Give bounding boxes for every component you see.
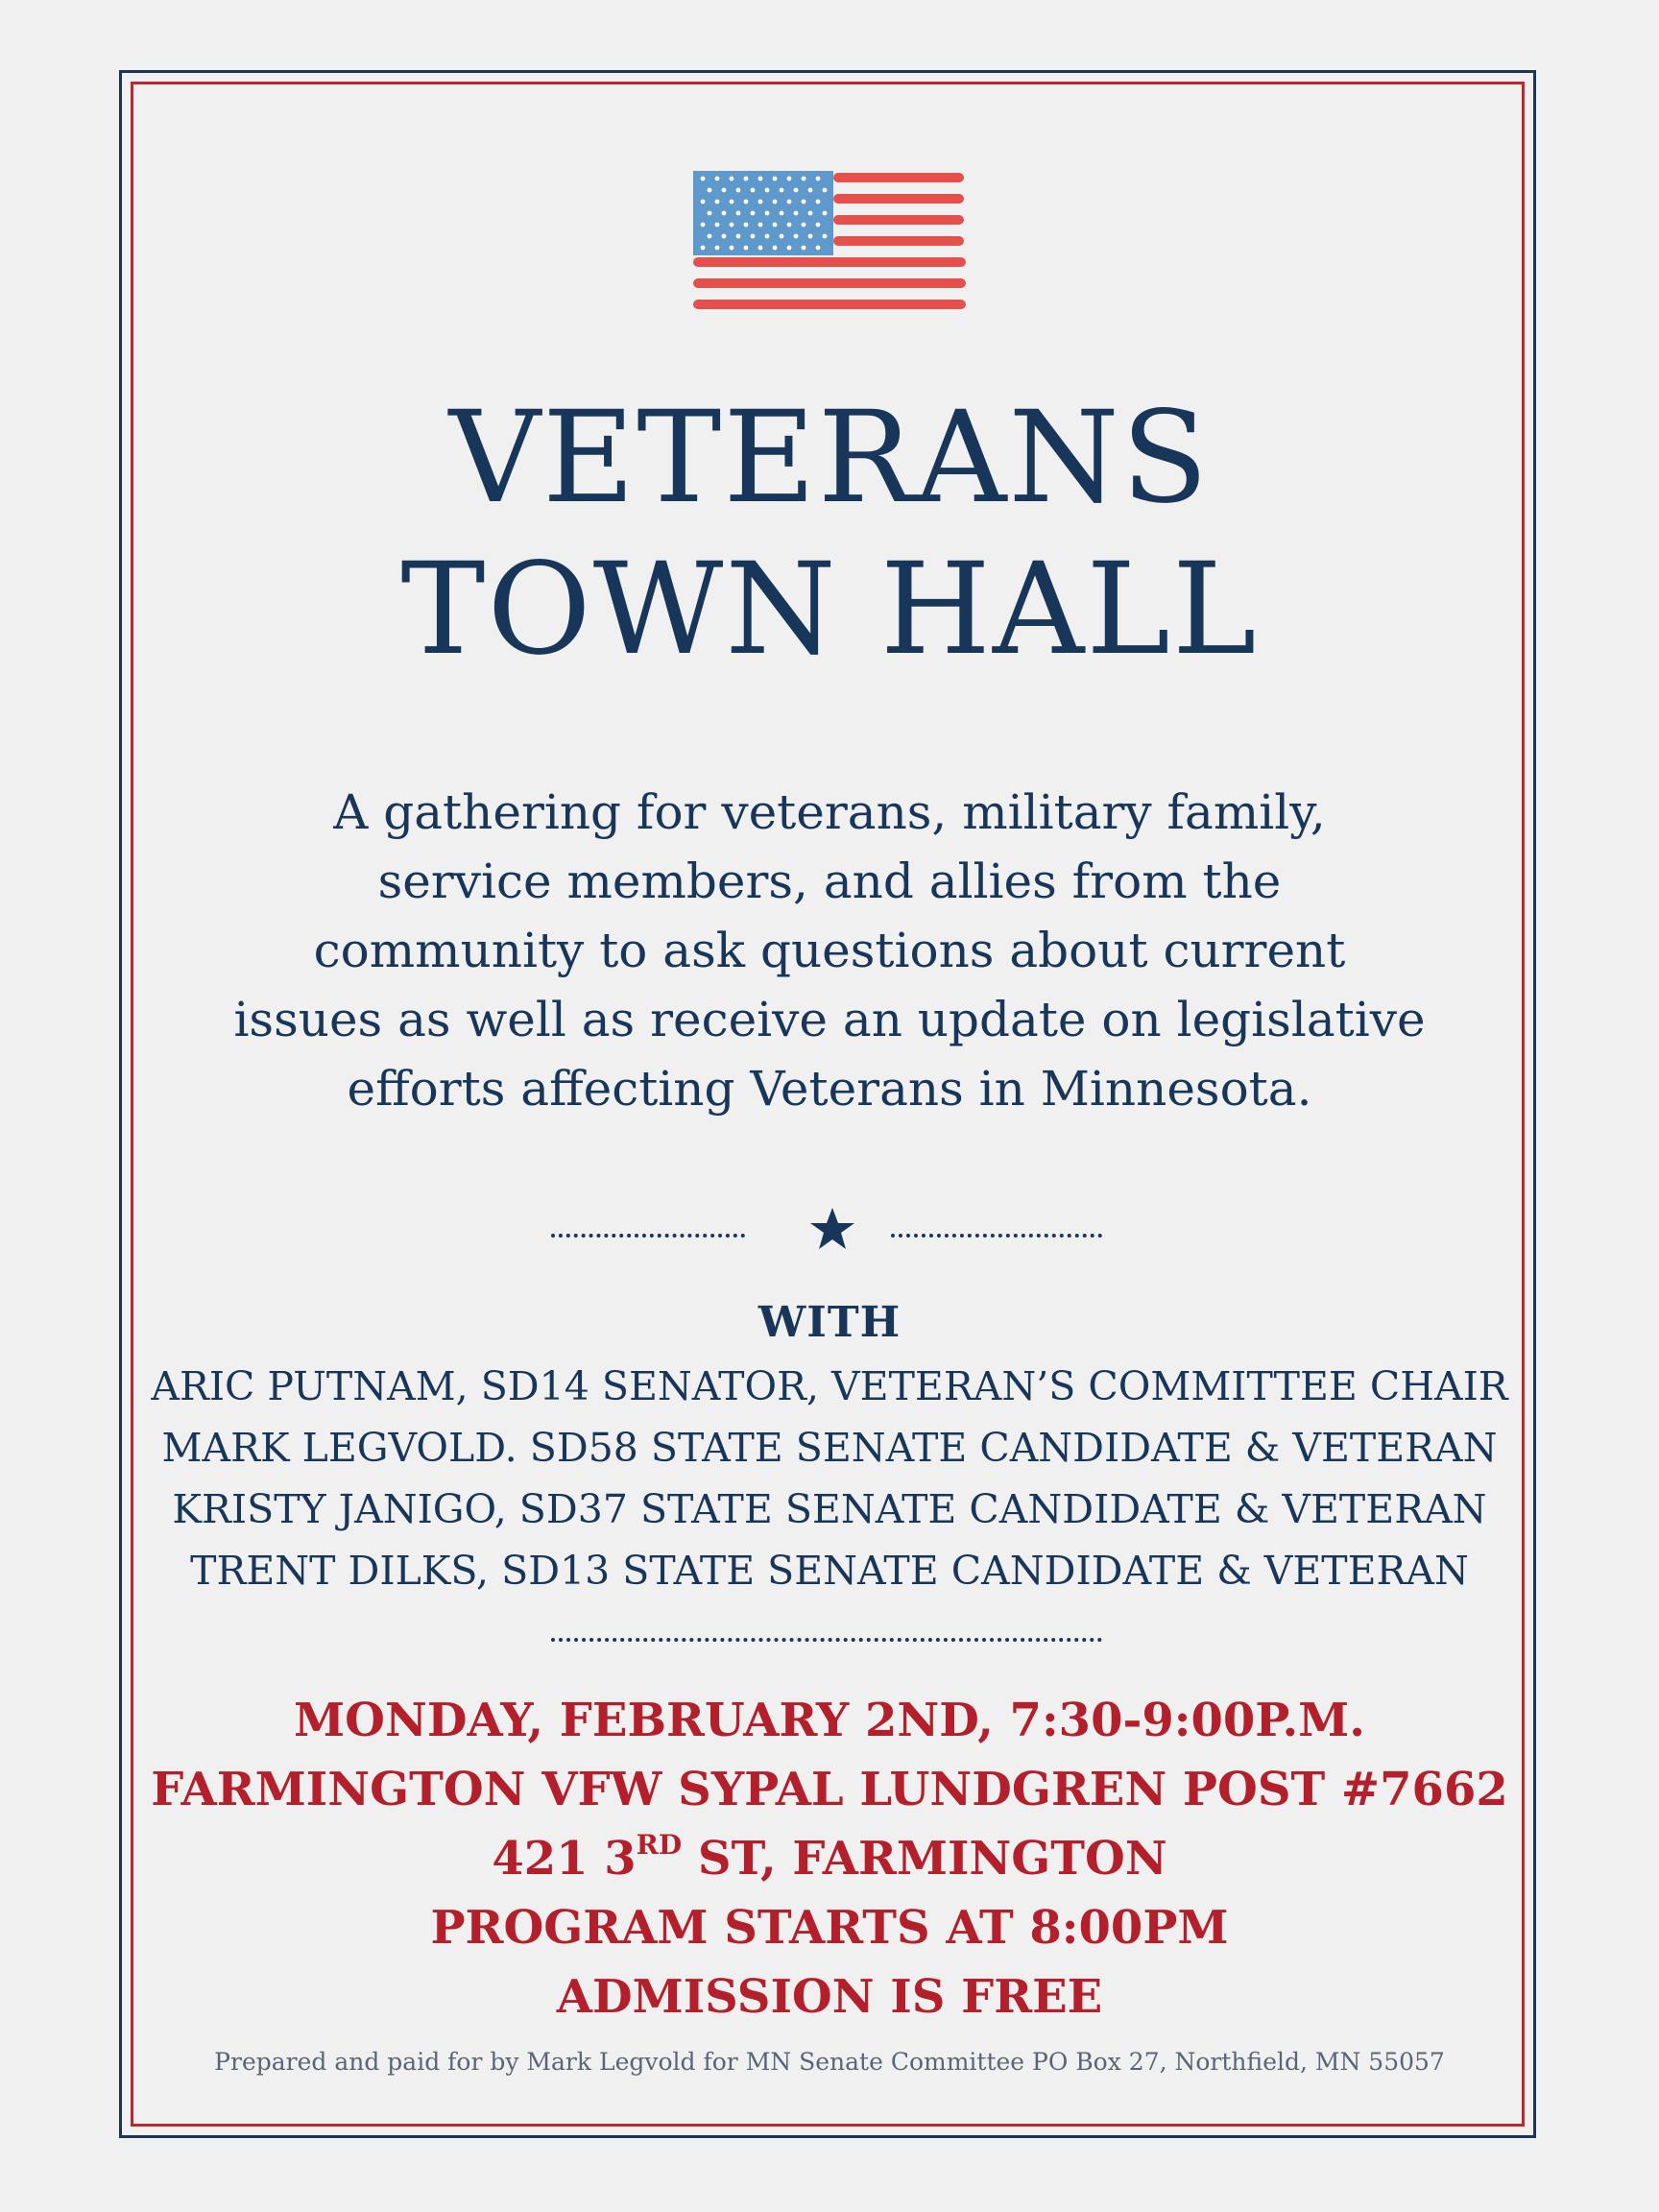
flag-stripe [833,194,964,204]
star-icon [808,1205,856,1253]
flag-star [701,200,706,204]
flag-star [744,223,749,228]
description-line: community to ask questions about current [313,923,1346,978]
flag-star [794,234,799,239]
flag-star [765,211,770,216]
flag-star [758,177,763,181]
flag-star [744,200,749,204]
flag-star [816,246,821,251]
with-heading: WITH [757,1298,902,1347]
event-admission: ADMISSION IS FREE [556,1970,1103,2024]
flag-star [701,223,706,228]
event-address [0,1824,1659,1893]
flag-star [736,211,741,216]
flag-star [787,177,792,181]
flag-star [730,177,734,181]
flag-stripe [833,236,964,246]
flag-star [730,246,734,251]
flag-star [787,200,792,204]
flag-star [787,246,792,251]
flag-star [773,177,778,181]
dotted-rule-bottom [551,1638,1102,1642]
flag-star [816,223,821,228]
address-ordinal-suffix: RD [636,1829,683,1861]
flag-star [744,246,749,251]
flag-star [765,188,770,193]
flag-star [802,246,806,251]
speaker-item: MARK LEGVOLD. SD58 STATE SENATE CANDIDATE & VETERAN [161,1425,1498,1471]
description-line: efforts affecting Veterans in Minnesota. [347,1061,1312,1117]
flag-star [715,200,720,204]
speaker-item: TRENT DILKS, SD13 STATE SENATE CANDIDATE & VETERAN [190,1548,1469,1594]
flag-star [722,211,727,216]
description-line: service members, and allies from the [377,854,1282,909]
description-line: A gathering for veterans, military family, [333,784,1326,840]
flag-star [816,200,821,204]
flag-star [794,211,799,216]
flag-star [765,234,770,239]
flag-star [802,177,806,181]
dotted-rule-left [551,1234,745,1238]
flag-star [780,188,784,193]
flag-star [758,223,763,228]
title-line-2: TOWN HALL [400,536,1259,684]
flag-star [701,246,706,251]
flag-star [708,188,712,193]
event-details [0,1686,1659,2032]
flag-star [773,200,778,204]
flag-star [758,200,763,204]
flag-star [780,234,784,239]
flag-star [816,177,821,181]
flag-star [780,211,784,216]
flag-star [787,223,792,228]
flag-star [715,246,720,251]
flag-star [808,211,813,216]
speaker-item: ARIC PUTNAM, SD14 SENATOR, VETERAN’S COMMITTEE CHAIR [151,1363,1508,1409]
flag-star [730,223,734,228]
flag-star [744,177,749,181]
dotted-rule-right [891,1234,1102,1238]
address-number: 421 3 [492,1832,637,1886]
flag-stripe [833,215,964,225]
flag-star [773,246,778,251]
flag-star [715,223,720,228]
flag-stripe [833,173,964,182]
flag-stripe [693,278,966,288]
flag-star [773,223,778,228]
flag-star [758,246,763,251]
flag-star [736,188,741,193]
title-line-1: VETERANS [448,384,1211,532]
event-venue: FARMINGTON VFW SYPAL LUNDGREN POST #7662 [151,1763,1508,1816]
flag-star [751,234,756,239]
address-street: ST, FARMINGTON [682,1832,1167,1886]
flag-star [823,211,828,216]
flag-stripe [693,300,966,309]
description-line: issues as well as receive an update on legislative [233,992,1426,1047]
flag-star [823,188,828,193]
flag-star [701,177,706,181]
event-program-start: PROGRAM STARTS AT 8:00PM [430,1901,1229,1955]
flag-star [722,188,727,193]
flag-star [708,234,712,239]
event-datetime: MONDAY, FEBRUARY 2ND, 7:30-9:00P.M. [294,1694,1365,1747]
speaker-item: KRISTY JANIGO, SD37 STATE SENATE CANDIDATE & VETERAN [172,1486,1487,1532]
flag-star [808,234,813,239]
flag-star [722,234,727,239]
flag-star [730,200,734,204]
flag-star [802,223,806,228]
flag-star [823,234,828,239]
flag-star [708,211,712,216]
flag-star [808,188,813,193]
flag-star [715,177,720,181]
event-description [173,778,1486,1123]
star-divider [0,1205,1659,1262]
american-flag-icon [689,165,972,323]
flag-star [736,234,741,239]
flag-stripe [693,257,966,267]
speaker-list [0,1356,1659,1601]
flag-star [751,188,756,193]
disclaimer-footer: Prepared and paid for by Mark Legvold for MN Senate Committee PO Box 27, Northfield, MN 55057 [214,2048,1445,2076]
flag-star [794,188,799,193]
flag-star [802,200,806,204]
flag-star [751,211,756,216]
